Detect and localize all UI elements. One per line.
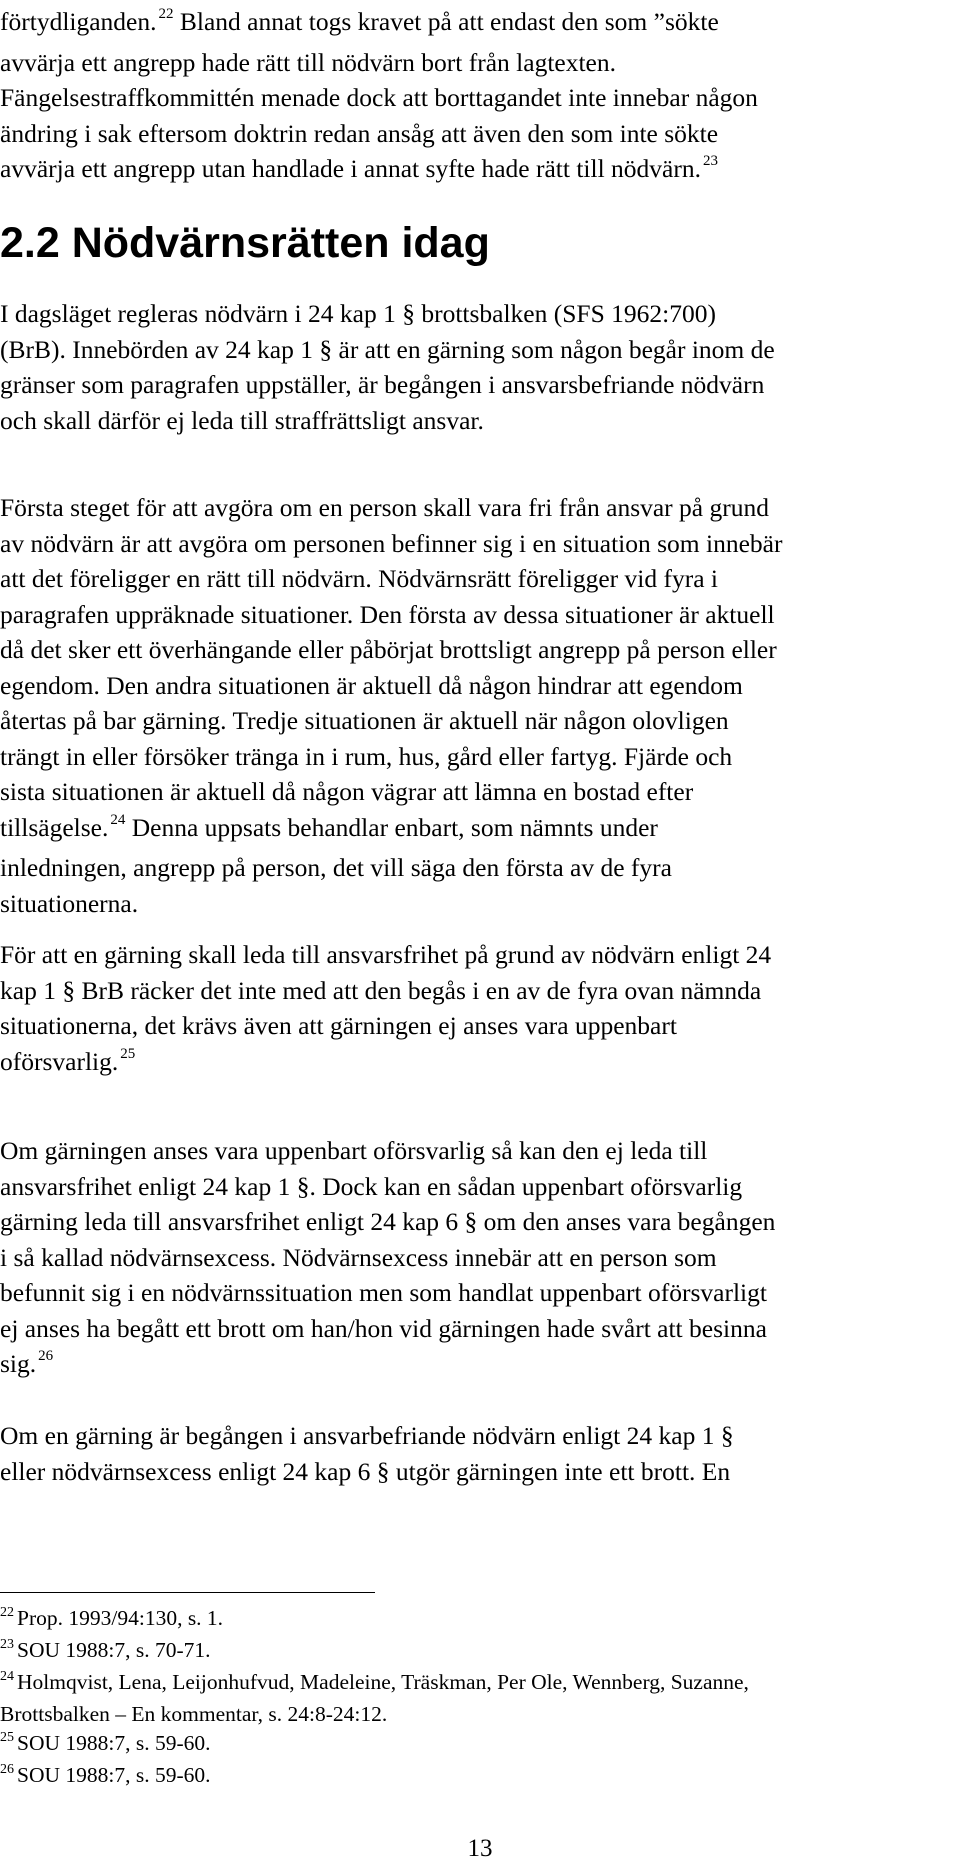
- text-line: återtas på bar gärning. Tredje situationen är aktuell när någon olovligen: [0, 706, 729, 735]
- text-line: situationerna, det krävs även att gärningen ej anses vara uppenbart: [0, 1011, 677, 1040]
- footnote-number: 22: [0, 1605, 14, 1620]
- footnote-ref[interactable]: 24: [110, 811, 126, 828]
- text-line: och skall därför ej leda till straffrättsligt ansvar.: [0, 405, 484, 435]
- text-line: situationerna.: [0, 888, 139, 918]
- text-line: Om gärningen anses vara uppenbart oförsvarlig så kan den ej leda till: [0, 1136, 708, 1165]
- footnote-text: Prop. 1993/94:130, s. 1.: [17, 1606, 224, 1630]
- text-line: i så kallad nödvärnsexcess. Nödvärnsexcess innebär att en person som: [0, 1242, 717, 1272]
- paragraph: [0, 296, 960, 438]
- footnote-ref[interactable]: 26: [38, 1348, 54, 1364]
- footnote-item: [0, 1761, 960, 1793]
- page-number: 13: [467, 1835, 493, 1862]
- footnote-ref[interactable]: 22: [158, 6, 174, 22]
- footnote-number: 25: [0, 1730, 14, 1745]
- footnote-number: 26: [0, 1762, 14, 1777]
- text-line: För att en gärning skall leda till ansvarsfrihet på grund av nödvärn enligt 24: [0, 940, 772, 969]
- paragraph: [0, 1418, 960, 1489]
- text-line: då det sker ett överhängande eller påbörjat brottsligt angrepp på person eller: [0, 635, 777, 664]
- text-line: ej anses ha begått ett brott om han/hon vid gärningen hade svårt att besinna: [0, 1313, 767, 1343]
- paragraph: [0, 1133, 960, 1387]
- paragraph: [0, 490, 960, 921]
- text-line: att det föreligger en rätt till nödvärn. Nödvärnsrätt föreligger vid fyra i: [0, 564, 718, 593]
- footnote-text: Holmqvist, Lena, Leijonhufvud, Madeleine, Träskman, Per Ole, Wennberg, Suzanne,: [17, 1670, 749, 1694]
- section-heading: 2.2 Nödvärnsrätten idag: [0, 219, 490, 267]
- footnote-separator: [0, 1592, 375, 1593]
- footnote-item: [0, 1668, 960, 1700]
- text-line: (BrB). Innebörden av 24 kap 1 § är att en gärning som någon begår inom de: [0, 334, 775, 364]
- text-line: befunnit sig i en nödvärnssituation men som handlat uppenbart oförsvarligt: [0, 1278, 767, 1307]
- footnote-number: 24: [0, 1669, 14, 1684]
- footnote-item: [0, 1604, 960, 1636]
- text-line: egendom. Den andra situationen är aktuell då någon hindrar att egendom: [0, 670, 743, 700]
- text-line: kap 1 § BrB räcker det inte med att den begås i en av de fyra ovan nämnda: [0, 975, 762, 1005]
- text-line: gärning leda till ansvarsfrihet enligt 24 kap 6 § om den anses vara begången: [0, 1207, 776, 1236]
- text-line: sista situationen är aktuell då någon vägrar att lämna en bostad efter: [0, 777, 694, 806]
- text-line: gränser som paragrafen uppställer, är begången i ansvarsbefriande nödvärn: [0, 370, 765, 399]
- footnote-ref[interactable]: 23: [702, 153, 718, 169]
- text-line: tillsägelse. $^{24}$ Denna uppsats behandlar enbart, som nämnts under: [0, 811, 658, 842]
- text-line: ändring i sak eftersom doktrin redan ansåg att även den som inte sökte: [0, 118, 719, 148]
- text-line: förtydliganden. $^{22}$ Bland annat togs kravet på att endast den som ”sökte: [0, 6, 719, 36]
- text-line: Första steget för att avgöra om en person skall vara fri från ansvar på grund: [0, 493, 769, 522]
- text-line: Om en gärning är begången i ansvarbefriande nödvärn enligt 24 kap 1 §: [0, 1421, 734, 1450]
- footnote-number: 23: [0, 1637, 14, 1652]
- text-line: av nödvärn är att avgöra om personen befinner sig i en situation som innebär: [0, 528, 783, 558]
- footnote-item-continuation: Brottsbalken – En kommentar, s. 24:8-24:12.: [0, 1702, 388, 1726]
- paragraph-intro: [0, 4, 960, 192]
- text-line: oförsvarlig. $^{25}$: [0, 1045, 136, 1076]
- paragraph: [0, 937, 960, 1084]
- text-line: paragrafen uppräknade situationer. Den första av dessa situationer är aktuell: [0, 599, 775, 629]
- text-line: avvärja ett angrepp hade rätt till nödvärn bort från lagtexten.: [0, 47, 616, 77]
- text-line: trängt in eller försöker tränga in i rum, hus, gård eller fartyg. Fjärde och: [0, 741, 733, 771]
- footnote-text: SOU 1988:7, s. 59-60.: [17, 1731, 211, 1755]
- text-line: ansvarsfrihet enligt 24 kap 1 §. Dock kan en sådan uppenbart oförsvarlig: [0, 1171, 743, 1201]
- footnote-ref[interactable]: 25: [120, 1045, 136, 1062]
- text-line: eller nödvärnsexcess enligt 24 kap 6 § utgör gärningen inte ett brott. En: [0, 1456, 731, 1486]
- text-line: Fängelsestraffkommittén menade dock att borttagandet inte innebar någon: [0, 83, 758, 112]
- footnote-text: SOU 1988:7, s. 70-71.: [17, 1638, 211, 1662]
- text-line: I dagsläget regleras nödvärn i 24 kap 1 § brottsbalken (SFS 1962:700): [0, 299, 716, 328]
- footnote-text: SOU 1988:7, s. 59-60.: [17, 1763, 211, 1787]
- text-line: sig. $^{26}$: [0, 1348, 54, 1378]
- footnotes: [0, 1604, 960, 1793]
- text-line: avvärja ett angrepp utan handlade i annat syfte hade rätt till nödvärn. $^{23}$: [0, 153, 718, 183]
- text-line: inledningen, angrepp på person, det vill säga den första av de fyra: [0, 853, 672, 882]
- footnote-item: [0, 1636, 960, 1668]
- footnote-item: [0, 1729, 960, 1761]
